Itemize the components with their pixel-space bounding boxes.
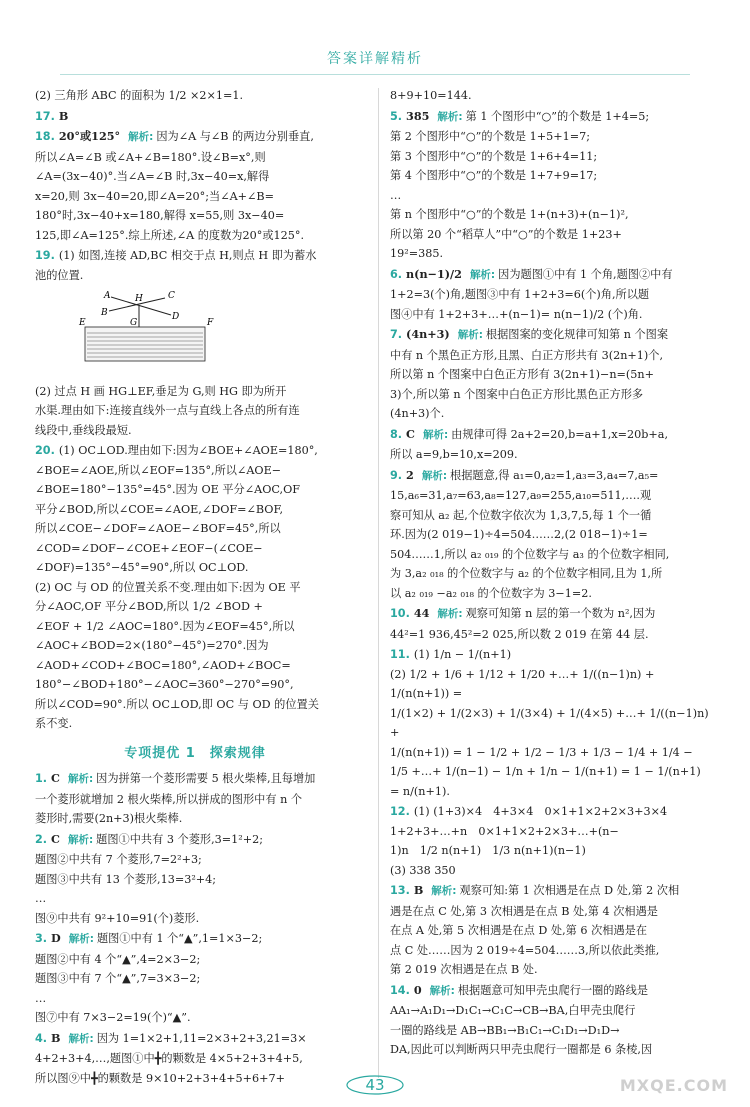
line-text: 因为 1=1×2+1,11=2×3+2+3,21=3× xyxy=(96,1031,307,1045)
entry-head xyxy=(390,268,498,281)
line-text: 根据题意可知甲壳虫爬行一圈的路线是 xyxy=(457,983,649,997)
explanation-line xyxy=(35,127,355,148)
page-number: 43 xyxy=(365,1076,385,1094)
line-text: (2) OC 与 OD 的位置关系不变.理由如下:因为 OE 平 xyxy=(35,580,301,594)
question-number: 4. xyxy=(35,1031,48,1045)
explanation-line xyxy=(35,519,355,539)
explanation-line xyxy=(390,902,710,922)
answer-value: 385 xyxy=(406,108,430,123)
explanation-label: 解析: xyxy=(128,131,154,143)
right-column xyxy=(390,86,713,1061)
question-number: 1. xyxy=(35,772,48,785)
explanation-line xyxy=(390,445,710,465)
line-text: 察可知从 a₂ 起,个位数字依次为 1,3,7,5,每 1 个一循 xyxy=(390,508,652,522)
explanation-line xyxy=(390,861,710,881)
explanation-line xyxy=(390,404,710,424)
line-text: 线段中,垂线段最短. xyxy=(35,423,132,437)
explanation-line xyxy=(35,830,355,851)
line-text: 第 2 个图形中“○”的个数是 1+5+1=7; xyxy=(390,130,591,143)
explanation-line xyxy=(35,86,355,106)
question-number: 17. xyxy=(35,109,55,123)
explanation-label: 解析: xyxy=(67,773,94,785)
line-text: 图⑨中共有 9²+10=91(个)菱形. xyxy=(35,911,200,925)
answer-entry xyxy=(390,265,710,325)
line-text: (1) 如图,连接 AD,BC 相交于点 H,则点 H 即为蓄水 xyxy=(58,249,317,262)
line-text: 因为∠A 与∠B 的两边分别垂直, xyxy=(156,130,314,143)
explanation-line xyxy=(35,597,355,617)
explanation-line xyxy=(390,802,710,822)
explanation-line xyxy=(390,564,710,584)
line-text: 以 a₂ ₀₁₉ −a₂ ₀₁₈ 的个位数字为 3−1=2. xyxy=(390,586,592,600)
explanation-label: 解析: xyxy=(421,469,448,482)
line-text: 第 2 019 次相遇是在点 B 处. xyxy=(390,963,538,976)
entry-head xyxy=(35,932,97,945)
header-divider xyxy=(60,74,690,75)
label-d: D xyxy=(172,312,180,322)
line-text: x=20,则 3x−40=20,即∠A=20°;当∠A+∠B= xyxy=(35,189,275,203)
water-channel-figure xyxy=(75,289,355,376)
explanation-line xyxy=(390,881,710,902)
explanation-line xyxy=(390,425,710,446)
answer-value: C xyxy=(406,426,415,441)
question-number: 5. xyxy=(390,109,403,123)
answer-value: 20°或125° xyxy=(58,129,121,143)
line-text: 观察可知第 n 层的第一个数为 n²,因为 xyxy=(465,607,656,620)
explanation-line xyxy=(35,929,355,950)
explanation-line xyxy=(390,365,710,385)
explanation-line xyxy=(390,921,710,941)
explanation-line xyxy=(35,226,355,246)
explanation-line xyxy=(390,625,710,645)
answer-entry xyxy=(35,1029,355,1089)
line-text: 观察可知:第 1 次相遇是在点 D 处,第 2 次相 xyxy=(459,884,680,897)
explanation-line xyxy=(35,578,355,598)
explanation-line xyxy=(390,841,710,861)
watermark-text: MXQE.COM xyxy=(619,1076,728,1095)
explanation-line xyxy=(390,645,710,665)
entry-head xyxy=(35,444,59,457)
question-number: 9. xyxy=(390,468,403,482)
explanation-line xyxy=(35,148,355,168)
line-text: 在点 A 处,第 5 次相遇是在点 D 处,第 6 次相遇是在 xyxy=(390,924,648,937)
explanation-line xyxy=(390,166,710,186)
explanation-line xyxy=(35,401,355,421)
answer-entry xyxy=(390,466,710,604)
answer-value: C xyxy=(51,831,60,846)
explanation-line xyxy=(390,225,710,245)
line-text: … xyxy=(35,892,47,905)
explanation-line xyxy=(390,205,710,225)
page-footer xyxy=(335,1074,415,1096)
line-text: (3) 338 350 xyxy=(390,863,456,877)
entry-head xyxy=(35,1032,97,1045)
answer-entry xyxy=(35,929,355,1028)
geometry-figure-svg xyxy=(75,289,225,369)
line-text: 中有 n 个黑色正方形,且黑、白正方形共有 3(2n+1)个, xyxy=(390,348,664,362)
line-text: 因为拼第一个菱形需要 5 根火柴棒,且每增加 xyxy=(96,772,316,785)
line-text: 题图②中有 4 个“▲”,4=2×3−2; xyxy=(35,952,201,966)
line-text: ∠COD=∠DOF−∠COE+∠EOF−(∠COE− xyxy=(35,541,263,555)
explanation-line xyxy=(35,889,355,909)
explanation-line xyxy=(390,244,710,264)
answer-value: B xyxy=(58,108,69,123)
answer-entry xyxy=(390,107,710,264)
line-text: 180°时,3x−40+x=180,解得 x=55,则 3x−40= xyxy=(35,209,285,222)
answer-entry xyxy=(390,802,710,880)
explanation-line xyxy=(390,305,710,325)
line-text: 3)个,所以第 n 个图案中白色正方形比黑色正方形多 xyxy=(390,387,644,401)
entry-head xyxy=(390,648,414,661)
explanation-line xyxy=(390,265,710,286)
question-number: 13. xyxy=(390,884,410,897)
explanation-line xyxy=(35,1069,355,1089)
answer-entry xyxy=(35,107,355,127)
answer-entry xyxy=(35,769,355,829)
question-number: 20. xyxy=(35,444,55,457)
line-text: 图⑦中有 7×3−2=19(个)“▲”. xyxy=(35,1011,191,1024)
line-text: 所以 a=9,b=10,x=209. xyxy=(390,448,518,461)
question-number: 14. xyxy=(390,983,410,997)
site-watermark xyxy=(602,1004,732,1099)
answer-value: D xyxy=(51,931,61,945)
answer-entry xyxy=(390,645,713,801)
line-text: (2) 过点 H 画 HG⊥EF,垂足为 G,则 HG 即为所开 xyxy=(35,384,287,398)
explanation-line xyxy=(35,246,355,266)
line-text: 题图③中有 7 个“▲”,7=3×3−2; xyxy=(35,972,201,985)
explanation-line xyxy=(35,769,355,790)
line-text: 平分∠BOD,所以∠COE=∠AOE,∠DOF=∠BOF, xyxy=(35,502,284,516)
label-c: C xyxy=(168,291,175,301)
entry-head xyxy=(390,469,450,482)
line-text: 180°−∠BOD+180°−∠AOC=360°−270°=90°, xyxy=(35,678,294,691)
line-text: 一个菱形就增加 2 根火柴棒,所以拼成的图形中有 n 个 xyxy=(35,792,303,806)
answer-entry xyxy=(390,881,710,980)
entry-head xyxy=(390,607,466,620)
answer-entry xyxy=(35,441,355,734)
label-a: A xyxy=(104,291,111,301)
explanation-line xyxy=(390,584,710,604)
explanation-line xyxy=(390,86,710,106)
question-number: 3. xyxy=(35,932,48,945)
line-text: 题图③中共有 13 个菱形,13=3²+4; xyxy=(35,872,217,886)
explanation-line xyxy=(35,382,355,402)
line-text: (4n+3)个. xyxy=(390,407,445,420)
line-text: 遇是在点 C 处,第 3 次相遇是在点 B 处,第 4 次相遇是 xyxy=(390,904,658,918)
line-text: 44²=1 936,45²=2 025,所以数 2 019 在第 44 层. xyxy=(390,627,649,641)
entry-head xyxy=(390,984,458,997)
entry-head xyxy=(35,772,96,785)
line-text: 4+2+3+4,…,题图①中╋的颗数是 4×5+2+3+4+5, xyxy=(35,1052,303,1065)
explanation-line xyxy=(390,941,710,961)
explanation-line xyxy=(390,147,710,167)
answer-entry xyxy=(35,246,355,285)
explanation-label: 解析: xyxy=(422,428,449,441)
explanation-line xyxy=(390,466,710,487)
explanation-line xyxy=(35,167,355,187)
answer-entry xyxy=(35,830,355,929)
explanation-line xyxy=(35,441,355,461)
left-column xyxy=(35,86,355,1089)
line-text: 系不变. xyxy=(35,717,73,730)
explanation-line xyxy=(35,675,355,695)
explanation-line xyxy=(390,385,710,405)
right-entries xyxy=(390,86,713,1060)
explanation-label: 解析: xyxy=(431,885,457,897)
line-text: 点 C 处……因为 2 019÷4=504……3,所以依此类推, xyxy=(390,943,660,957)
section-title: 专项提优 1 探索规律 xyxy=(124,745,266,761)
label-b: B xyxy=(101,308,108,318)
answer-value: C xyxy=(51,771,60,785)
label-g: G xyxy=(130,318,138,328)
explanation-line xyxy=(35,480,355,500)
explanation-line xyxy=(35,656,355,676)
answer-entry xyxy=(35,382,355,441)
explanation-line xyxy=(390,604,710,625)
line-text: 15,a₆=31,a₇=63,a₈=127,a₉=255,a₁₀=511,….观 xyxy=(390,489,652,502)
answer-value: 2 xyxy=(406,467,414,482)
explanation-line xyxy=(35,870,355,890)
entry-head xyxy=(35,130,156,143)
line-text: 第 1 个图形中“○”的个数是 1+4=5; xyxy=(465,109,650,123)
explanation-label: 解析: xyxy=(437,608,463,620)
explanation-line xyxy=(35,969,355,989)
explanation-line xyxy=(390,743,710,763)
entry-head xyxy=(35,249,59,262)
line-text: ∠BOE=∠AOE,所以∠EOF=135°,所以∠AOE− xyxy=(35,463,282,477)
line-text: (2) 三角形 ABC 的面积为 1/2 ×2×1=1. xyxy=(35,89,244,102)
explanation-line xyxy=(390,285,710,305)
line-text: ∠AOC+∠BOD=2×(180°−45°)=270°.因为 xyxy=(35,639,269,652)
line-text: ∠BOE=180°−135°=45°.因为 OE 平分∠AOC,OF xyxy=(35,483,301,496)
question-number: 10. xyxy=(390,607,410,620)
line-text: 分∠AOC,OF 平分∠BOD,所以 1/2 ∠BOD + xyxy=(35,600,263,613)
explanation-line xyxy=(390,525,710,545)
label-h: H xyxy=(135,294,143,304)
explanation-line xyxy=(35,187,355,207)
answer-entry xyxy=(390,604,710,644)
explanation-label: 解析: xyxy=(429,984,455,997)
explanation-line xyxy=(35,617,355,637)
line-text: AA₁→A₁D₁→D₁C₁→C₁C→CB→BA,白甲壳虫爬行 xyxy=(390,1004,636,1017)
explanation-line xyxy=(35,809,355,829)
line-text: 所以∠COD=90°.所以 OC⊥OD,即 OC 与 OD 的位置关 xyxy=(35,697,319,711)
line-text: 125,即∠A=125°.综上所述,∠A 的度数为20°或125°. xyxy=(35,228,305,242)
entry-head xyxy=(390,328,486,341)
question-number: 11. xyxy=(390,648,410,661)
line-text: ∠AOD+∠COD+∠BOC=180°,∠AOD+∠BOC= xyxy=(35,658,291,672)
answer-entry xyxy=(390,425,710,465)
line-text: 504……1,所以 a₂ ₀₁₉ 的个位数字与 a₃ 的个位数字相同, xyxy=(390,547,670,561)
entry-head xyxy=(35,110,68,123)
explanation-line xyxy=(390,506,710,526)
line-text: 为 3,a₂ ₀₁₈ 的个位数字与 a₂ 的个位数字相同,且为 1,所 xyxy=(390,567,663,580)
explanation-line xyxy=(35,1029,355,1050)
entry-head xyxy=(390,428,451,441)
explanation-line xyxy=(390,665,710,704)
entry-head xyxy=(390,110,466,123)
question-number: 6. xyxy=(390,267,403,281)
line-text: … xyxy=(390,188,402,202)
line-text: 1/(n(n+1)) = 1 − 1/2 + 1/2 − 1/3 + 1/3 − 1/4 + 1/4 − xyxy=(390,745,693,759)
line-text: ∠DOF)=135°−45°=90°,所以 OC⊥OD. xyxy=(35,561,249,574)
answer-value: 44 xyxy=(413,606,430,620)
entry-head xyxy=(390,805,414,818)
line-text: (2) 1/2 + 1/6 + 1/12 + 1/20 +…+ 1/((n−1)n) + 1/(n(n+1)) = xyxy=(390,667,658,700)
line-text: 第 n 个图形中“○”的个数是 1+(n+3)+(n−1)², xyxy=(390,208,629,221)
entry-head xyxy=(35,833,96,846)
explanation-line xyxy=(35,539,355,559)
line-text: 由规律可得 2a+2=20,b=a+1,x=20b+a, xyxy=(451,427,669,441)
explanation-label: 解析: xyxy=(469,268,496,281)
answer-value: 0 xyxy=(413,982,422,997)
line-text: 所以图⑨中╋的颗数是 9×10+2+3+4+5+6+7+ xyxy=(35,1071,286,1085)
river-rect xyxy=(85,327,205,361)
explanation-line xyxy=(35,989,355,1009)
answer-entry xyxy=(35,127,355,245)
question-number: 7. xyxy=(390,328,403,341)
explanation-line xyxy=(390,960,710,980)
line-text: 1+2=3(个)角,题图③中有 1+2+3=6(个)角,所以题 xyxy=(390,288,650,301)
question-number: 18. xyxy=(35,130,55,143)
line-text: 1/(1×2) + 1/(2×3) + 1/(3×4) + 1/(4×5) +…+ 1/((n−1)n) + xyxy=(390,706,713,739)
explanation-line xyxy=(35,1008,355,1028)
line-text: 第 4 个图形中“○”的个数是 1+7+9=17; xyxy=(390,169,598,182)
line-text: 图④中有 1+2+3+…+(n−1)= n(n−1)/2 (个)角. xyxy=(390,307,643,321)
explanation-line xyxy=(390,346,710,366)
line-text: 根据图案的变化规律可知第 n 个图案 xyxy=(485,328,669,341)
question-number: 12. xyxy=(390,805,410,818)
line-text: 1)n 1/2 n(n+1) 1/3 n(n+1)(n−1) xyxy=(390,844,586,857)
explanation-line xyxy=(390,822,710,842)
line-text: 题图①中有 1 个“▲”,1=1×3−2; xyxy=(96,932,263,945)
answer-value: n(n−1)/2 xyxy=(406,266,462,281)
explanation-line xyxy=(390,545,710,565)
line-text: 所以∠COE−∠DOF=∠AOE−∠BOF=45°,所以 xyxy=(35,522,281,535)
line-text: 所以∠A=∠B 或∠A+∠B=180°.设∠B=x°,则 xyxy=(35,150,266,164)
line-text: 1+2+3+…+n 0×1+1×2+2×3+…+(n− xyxy=(390,824,619,838)
line-text: 所以第 20 个“稻草人”中“○”的个数是 1+23+ xyxy=(390,227,622,241)
explanation-line xyxy=(390,127,710,147)
explanation-line xyxy=(390,981,710,1002)
line-text: 水渠.理由如下:连接直线外一点与直线上各点的所有连 xyxy=(35,404,300,417)
column-divider xyxy=(378,88,379,1078)
explanation-line xyxy=(390,107,710,128)
explanation-line xyxy=(35,266,355,286)
line-text: 一圈的路线是 AB→BB₁→B₁C₁→C₁D₁→D₁D→ xyxy=(390,1023,620,1037)
explanation-line xyxy=(35,636,355,656)
line-text: 19²=385. xyxy=(390,247,444,260)
line-text: (1) OC⊥OD.理由如下:因为∠BOE+∠AOE=180°, xyxy=(58,444,318,457)
explanation-line xyxy=(390,186,710,206)
explanation-label: 解析: xyxy=(68,1032,94,1045)
explanation-label: 解析: xyxy=(457,329,483,341)
line-text: 8+9+10=144. xyxy=(390,89,472,102)
answer-entry xyxy=(35,86,355,106)
explanation-line xyxy=(390,486,710,506)
line-text: 根据题意,得 a₁=0,a₂=1,a₃=3,a₄=7,a₅= xyxy=(450,468,659,482)
page-header-title: 答案详解精析 xyxy=(327,51,423,67)
explanation-line xyxy=(35,909,355,929)
explanation-line xyxy=(390,762,710,801)
explanation-label: 解析: xyxy=(68,933,94,945)
left-entries-after xyxy=(35,382,355,734)
answer-value: B xyxy=(51,1030,61,1045)
explanation-label: 解析: xyxy=(437,110,463,123)
answer-entry xyxy=(390,86,710,106)
explanation-line xyxy=(390,325,710,346)
label-f: F xyxy=(207,318,214,328)
line-text: ∠EOF + 1/2 ∠AOC=180°.因为∠EOF=45°,所以 xyxy=(35,619,295,633)
explanation-line xyxy=(35,1049,355,1069)
explanation-line xyxy=(35,421,355,441)
explanation-line xyxy=(35,558,355,578)
question-number: 2. xyxy=(35,832,48,846)
line-text: … xyxy=(35,991,47,1005)
line-text: 题图②中共有 7 个菱形,7=2²+3; xyxy=(35,853,202,866)
answer-value: B xyxy=(413,883,424,897)
line-text: ∠A=(3x−40)°.当∠A=∠B 时,3x−40=x,解得 xyxy=(35,170,270,183)
question-number: 8. xyxy=(390,427,403,441)
line-text: 所以第 n 个图案中白色正方形有 3(2n+1)−n=(5n+ xyxy=(390,368,654,381)
explanation-label: 解析: xyxy=(67,833,94,846)
line-text: (1) 1/n − 1/(n+1) xyxy=(413,648,512,661)
line-text: 题图①中共有 3 个菱形,3=1²+2; xyxy=(96,832,263,846)
line-text: 菱形时,需要(2n+3)根火柴棒. xyxy=(35,812,183,825)
line-text: 池的位置. xyxy=(35,268,84,282)
explanation-line xyxy=(390,704,713,743)
explanation-line xyxy=(35,850,355,870)
explanation-line xyxy=(35,695,355,715)
explanation-line xyxy=(35,500,355,520)
question-number: 19. xyxy=(35,249,55,262)
explanation-line xyxy=(35,790,355,810)
left-entries-before xyxy=(35,86,355,285)
explanation-line xyxy=(35,206,355,226)
left-section-entries xyxy=(35,769,355,1088)
answer-value: (4n+3) xyxy=(406,327,450,341)
entry-head xyxy=(390,884,460,897)
explanation-line xyxy=(35,714,355,734)
label-e: E xyxy=(79,318,86,328)
line-text: (1) (1+3)×4 4+3×4 0×1+1×2+2×3+3×4 xyxy=(413,805,668,818)
line-text: 因为题图①中有 1 个角,题图②中有 xyxy=(498,267,673,281)
line-text: 1/5 +…+ 1/(n−1) − 1/n + 1/n − 1/(n+1) = 1 − 1/(n+1) = n/(n+1). xyxy=(390,765,705,798)
line-text: DA,因此可以判断两只甲壳虫爬行一圈都是 6 条棱,因 xyxy=(390,1043,653,1056)
line-text: 第 3 个图形中“○”的个数是 1+6+4=11; xyxy=(390,149,598,163)
line-text: 环.因为(2 019−1)÷4=504……2,(2 018−1)÷1= xyxy=(390,528,648,541)
explanation-line xyxy=(35,950,355,970)
explanation-line xyxy=(35,461,355,481)
answer-entry xyxy=(390,325,710,424)
